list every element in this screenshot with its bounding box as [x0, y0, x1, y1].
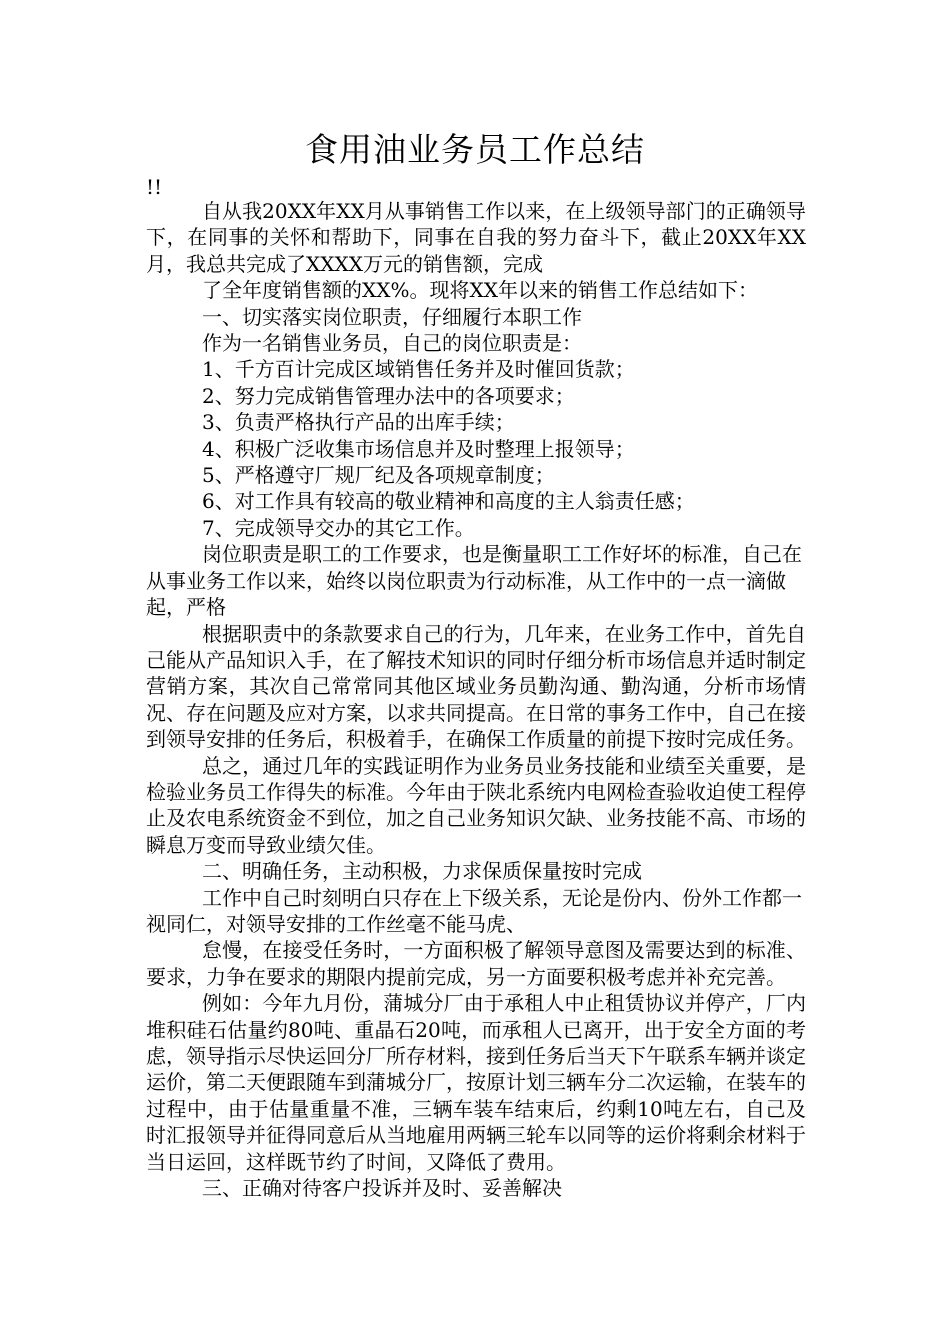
section-heading-1: 一、切实落实岗位职责，仔细履行本职工作 — [202, 304, 582, 329]
duty-item-4: 4、积极广泛收集市场信息并及时整理上报领导； — [202, 436, 635, 461]
document-marker: !! — [146, 175, 163, 199]
paragraph-intro: 自从我20XX年XX月从事销售工作以来，在上级领导部门的正确领导下，在同事的关怀和帮助下，同事在自我的努力奋斗下，截止20XX年XX月，我总共完成了XXXX万元的销售额，完成 — [146, 199, 806, 276]
document-body — [146, 198, 806, 1201]
paragraph-duties-standard: 岗位职责是职工的工作要求，也是衡量职工工作好坏的标准，自己在从事业务工作以来，始终以岗位职责为行动标准，从工作中的一点一滴做起，严格 — [146, 542, 802, 620]
paragraph-attitude-continued: 怠慢，在接受任务时，一方面积极了解领导意图及需要达到的标准、要求，力争在要求的期限内提前完成，另一方面要积极考虑并补充完善。 — [146, 938, 806, 989]
paragraph-duties-intro: 作为一名销售业务员，自己的岗位职责是： — [202, 331, 582, 356]
duty-item-6: 6、对工作具有较高的敬业精神和高度的主人翁责任感； — [202, 489, 695, 514]
section-heading-2: 二、明确任务，主动积极，力求保质保量按时完成 — [202, 859, 642, 884]
duty-item-7: 7、完成领导交办的其它工作。 — [202, 515, 475, 540]
paragraph-attitude: 工作中自己时刻明白只存在上下级关系，无论是份内、份外工作都一视同仁，对领导安排的工作丝毫不能马虎、 — [146, 885, 802, 936]
duty-item-5: 5、严格遵守厂规厂纪及各项规章制度； — [202, 463, 555, 488]
section-heading-3: 三、正确对待客户投诉并及时、妥善解决 — [202, 1176, 562, 1201]
paragraph-work-approach: 根据职责中的条款要求自己的行为，几年来，在业务工作中，首先自己能从产品知识入手，在了解技术知识的同时仔细分析市场信息并适时制定营销方案，其次自己常常同其他区域业务员勤沟通、勤沟通，分析市场情况、存在问题及应对方案，以求共同提高。在日常的事务工作中，自己在接到领导安排的任务后，积极着手，在确保工作质量的前提下按时完成任务。 — [146, 621, 806, 752]
paragraph-intro-continued: 了全年度销售额的XX%。现将XX年以来的销售工作总结如下： — [202, 278, 758, 303]
paragraph-summary: 总之，通过几年的实践证明作为业务员业务技能和业绩至关重要，是检验业务员工作得失的标准。今年由于陕北系统内电网检查验收迫使工程停止及农电系统资金不到位，加之自己业务知识欠缺、业务技能不高、市场的瞬息万变而导致业绩欠佳。 — [146, 753, 806, 857]
duty-item-2: 2、努力完成销售管理办法中的各项要求； — [202, 383, 575, 408]
duty-item-1: 1、千方百计完成区域销售任务并及时催回货款； — [202, 357, 635, 382]
document-title: 食用油业务员工作总结 — [305, 130, 645, 169]
paragraph-example: 例如：今年九月份，蒲城分厂由于承租人中止租赁协议并停产，厂内堆积硅石估量约80吨、重晶石20吨，而承租人已离开，出于安全方面的考虑，领导指示尽快运回分厂所存材料，接到任务后当天下午联系车辆并谈定运价，第二天便跟随车到蒲城分厂，按原计划三辆车分二次运输，在装车的过程中，由于估量重量不准，三辆车装车结束后，约剩10吨左右，自己及时汇报领导并征得同意后从当地雇用两辆三轮车以同等的运价将剩余材料于当日运回，这样既节约了时间，又降低了费用。 — [146, 991, 806, 1174]
duty-item-3: 3、负责严格执行产品的出库手续； — [202, 410, 515, 435]
